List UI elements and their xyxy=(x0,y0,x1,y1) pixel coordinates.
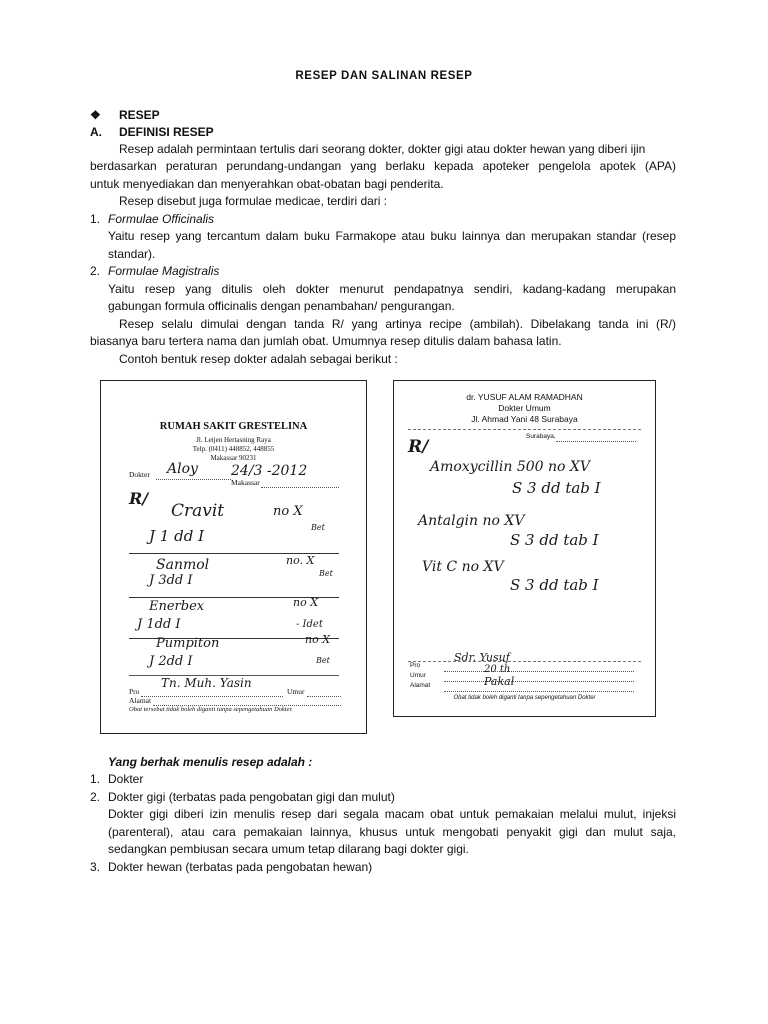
date-value: 24/3 -2012 xyxy=(231,463,308,479)
dokter-label: Dokter xyxy=(129,470,150,479)
paragraph-line: standar). xyxy=(108,247,156,261)
hospital-phone: Telp. (0411) 448852, 448855 xyxy=(192,445,275,453)
drug-line: Antalgin no XV xyxy=(418,513,525,529)
drug-note: Bet xyxy=(316,656,330,665)
alamat-label: Alamat xyxy=(410,682,431,689)
umur-label: Umur xyxy=(410,672,426,679)
header-divider xyxy=(408,429,641,430)
list-item: Dokter xyxy=(108,772,144,786)
paragraph-line: biasanya baru tertera nama dan jumlah obat. Umumnya resep ditulis dalam bahasa latin. xyxy=(90,334,562,348)
hospital-name: RUMAH SAKIT GRESTELINA xyxy=(159,421,308,432)
umur-line xyxy=(307,696,341,697)
dokter-line xyxy=(156,479,231,480)
drug-note: Bet xyxy=(311,523,325,532)
list-number: 2. xyxy=(90,790,101,804)
list-item: Dokter gigi (terbatas pada pengobatan gigi dan mulut) xyxy=(108,790,395,804)
paragraph-line: Resep adalah permintaan tertulis dari seorang dokter, dokter gigi atau dokter hewan yang diberi ijin xyxy=(119,142,646,156)
dokter-value: Aloy xyxy=(167,461,198,477)
who-heading: Yang berhak menulis resep adalah : xyxy=(108,755,313,769)
list-number: 2. xyxy=(90,264,101,278)
alamat-label: Alamat xyxy=(129,696,152,705)
list-title: Formulae Magistralis xyxy=(108,264,220,278)
paragraph-line: Dokter gigi diberi izin menulis resep dari segala macam obat untuk pemakaian melalui mulut, injeksi xyxy=(108,807,676,821)
paragraph-line: (parenteral), atau cara pemakaian lainnya, khusus untuk mengobati penyakit gigi dan mulut saja, xyxy=(108,825,676,839)
list-item: Dokter hewan (terbatas pada pengobatan hewan) xyxy=(108,860,373,874)
list-number: 1. xyxy=(90,212,101,226)
doctor-address: Jl. Ahmad Yani 48 Surabaya xyxy=(471,414,578,424)
drug-qty: no X xyxy=(305,633,331,646)
drug-line: Vit C no XV xyxy=(422,559,504,575)
drug-sig: J 3dd I xyxy=(149,573,193,588)
r-sign: R/ xyxy=(129,489,149,508)
paragraph-line: Contoh bentuk resep dokter adalah sebagai berikut : xyxy=(119,352,398,366)
r-sign: R/ xyxy=(408,437,429,457)
paragraph-line: Yaitu resep yang tercantum dalam buku Farmakope atau buku lainnya dan merupakan standar (resep xyxy=(108,229,676,243)
drug-sig: J 1dd I xyxy=(137,617,181,632)
drug-sig: J 1 dd I xyxy=(149,527,204,545)
section-heading: RESEP xyxy=(119,108,160,122)
pro-value: Sdr. Yusuf xyxy=(454,651,510,664)
paragraph-line: sedangkan pembiusan secara umum tetap dilarang bagi dokter gigi. xyxy=(108,842,469,856)
paragraph-line: Resep selalu dimulai dengan tanda R/ yang artinya recipe (ambilah). Dibelakang tanda ini (R/) xyxy=(119,317,676,331)
pro-value: Tn. Muh. Yasin xyxy=(161,676,252,690)
hospital-address: Jl. Letjen Hertasning Raya xyxy=(196,436,271,444)
date-line xyxy=(261,487,339,488)
city-label: Surabaya, xyxy=(526,433,556,440)
prescription-left xyxy=(100,380,367,734)
footer-note: Obat tidak boleh diganti tanpa sepengetahuan Dokter xyxy=(453,695,596,701)
subsection-heading: DEFINISI RESEP xyxy=(119,125,214,139)
paragraph-line: gabungan formula officinalis dengan penambahan/ pengurangan. xyxy=(108,299,455,313)
page-title: RESEP DAN SALINAN RESEP xyxy=(295,70,473,82)
list-number: 3. xyxy=(90,860,101,874)
footer-note: Obat tersebut tidak boleh diganti tanpa sepengetahuan Dokter. xyxy=(129,706,293,713)
list-number: 1. xyxy=(90,772,101,786)
paragraph-line: berdasarkan peraturan perundang-undangan yang berlaku kepada apoteker pengelola apotek (APA) xyxy=(90,159,676,173)
drug-sig: J 2dd I xyxy=(149,654,193,669)
drug-note: - Idet xyxy=(296,619,323,630)
makassar-label: Makassar xyxy=(231,478,260,487)
prescription-right xyxy=(393,380,656,717)
umur-label: Umur xyxy=(287,687,305,696)
paragraph-line: untuk menyediakan dan menyerahkan obat-obatan bagi penderita. xyxy=(90,177,444,191)
drug-sig: S 3 dd tab I xyxy=(510,531,599,549)
pro-label: Pro xyxy=(410,662,421,669)
city-line xyxy=(556,441,636,442)
list-title: Formulae Officinalis xyxy=(108,212,215,226)
pro-line xyxy=(141,696,283,697)
drug-sig: S 3 dd tab I xyxy=(510,576,599,594)
drug-name: Cravit xyxy=(171,501,225,521)
drug-name: Sanmol xyxy=(156,557,210,573)
doctor-name: dr. YUSUF ALAM RAMADHAN xyxy=(466,392,583,402)
subsection-letter: A. xyxy=(90,125,102,139)
drug-line: Amoxycillin 500 no XV xyxy=(430,459,590,475)
section-bullet: ❖ xyxy=(90,108,101,122)
paragraph-line: Resep disebut juga formulae medicae, terdiri dari : xyxy=(119,194,388,208)
alamat-line xyxy=(444,691,634,692)
umur-line xyxy=(444,681,634,682)
drug-note: Bet xyxy=(319,569,333,578)
drug-name: Enerbex xyxy=(149,599,205,614)
drug-qty: no X xyxy=(273,504,303,519)
drug-sig: S 3 dd tab I xyxy=(512,479,601,497)
drug-qty: no X xyxy=(293,596,319,609)
umur-value: 20 th xyxy=(484,664,511,675)
patient-divider xyxy=(408,661,641,662)
pro-line xyxy=(444,671,634,672)
drug-qty: no. X xyxy=(286,554,315,567)
drug-name: Pumpiton xyxy=(156,636,220,651)
hospital-city: Makassar 90231 xyxy=(210,454,257,462)
pro-label: Pro xyxy=(129,687,140,696)
doctor-specialty: Dokter Umum xyxy=(498,403,551,413)
paragraph-line: Yaitu resep yang ditulis oleh dokter menurut pendapatnya sendiri, kadang-kadang merupakan xyxy=(108,282,676,296)
alamat-value: Pakal xyxy=(484,675,515,688)
